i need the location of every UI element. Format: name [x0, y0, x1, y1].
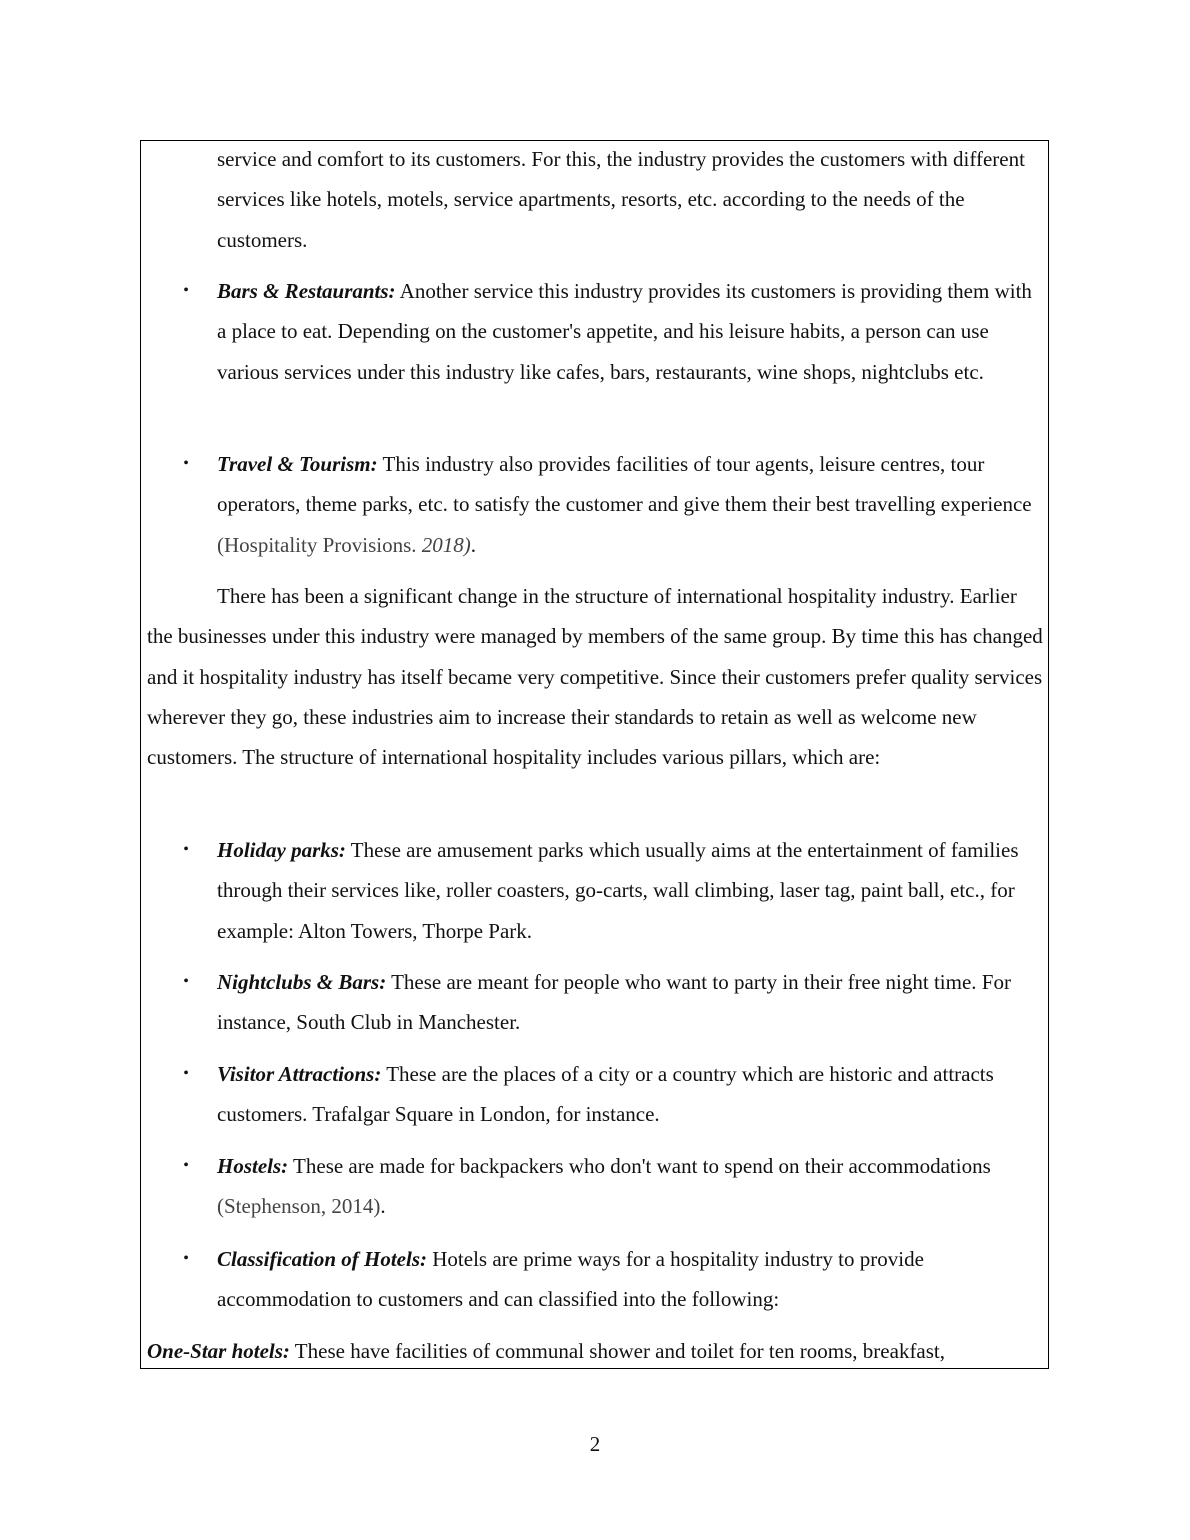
- item-text-end: .: [470, 532, 477, 557]
- item-heading: Travel & Tourism:: [217, 452, 378, 476]
- item-heading: Classification of Hotels:: [217, 1247, 427, 1271]
- item-heading: Visitor Attractions:: [217, 1062, 382, 1086]
- list-item-visitor-attractions: [183, 1054, 1043, 1135]
- list-item-hostels: [183, 1146, 1043, 1227]
- text-frame: [140, 140, 1049, 1369]
- list-item-bars-restaurants: [183, 271, 1043, 392]
- body-paragraph: There has been a significant change in the structure of international hospitality industry. Earlier the businesses under this industry were managed by members of the same group. By time this has changed and it hospitality industry has itself became very competitive. Since their customers prefer quality services wherever they go, these industries aim to increase their standards to retain as well as welcome new customers. The structure of international hospitality includes various pillars, which are:: [147, 584, 1043, 770]
- item-heading: Hostels:: [217, 1154, 289, 1178]
- list-item-nightclubs-bars: [183, 962, 1043, 1043]
- item-text: This industry also provides facilities of tour agents, leisure centres, tour operators, theme parks, etc. to satisfy the customer and give them their best travelling experience: [217, 452, 1032, 517]
- item-text: These are amusement parks which usually aims at the entertainment of families through their services like, roller coasters, go-carts, wall climbing, laser tag, paint ball, etc., for example: Alton Towers, Thorpe Park.: [217, 838, 1019, 943]
- bullet-icon: •: [183, 1065, 189, 1082]
- item-text: Hotels are prime ways for a hospitality industry to provide accommodation to customers and can classified into the following:: [217, 1247, 924, 1312]
- item-text-end: .: [380, 1194, 386, 1219]
- item-text: These are the places of a city or a country which are historic and attracts customers. Trafalgar Square in London, for instance.: [217, 1062, 994, 1127]
- bullet-icon: •: [183, 1250, 189, 1267]
- bullet-icon: •: [183, 1157, 189, 1174]
- page-number: 2: [589, 1432, 601, 1456]
- bullet-icon: •: [183, 455, 189, 472]
- list-item-holiday-parks: [183, 830, 1043, 951]
- item-heading: Bars & Restaurants:: [217, 279, 396, 303]
- item-heading: Holiday parks:: [217, 838, 346, 862]
- item-text: These are meant for people who want to party in their free night time. For instance, South Club in Manchester.: [217, 970, 1011, 1035]
- item-text: These are made for backpackers who don't want to spend on their accommodations: [288, 1154, 991, 1178]
- one-star-hotels-line: [147, 1331, 1043, 1371]
- bullet-icon: •: [183, 282, 189, 299]
- bullet-icon: •: [183, 973, 189, 990]
- item-text: These have facilities of communal shower and toilet for ten rooms, breakfast,: [289, 1339, 946, 1363]
- citation-year: 2018): [421, 532, 471, 557]
- citation: (Stephenson, 2014): [217, 1194, 381, 1219]
- citation: (Hospitality Provisions.: [217, 532, 422, 557]
- item-heading: Nightclubs & Bars:: [217, 970, 387, 994]
- bullet-icon: •: [183, 841, 189, 858]
- list-item-classification-of-hotels: [183, 1239, 1043, 1320]
- item-heading: One-Star hotels:: [147, 1339, 290, 1363]
- continuation-paragraph: service and comfort to its customers. For this, the industry provides the customers with different services like hotels, motels, service apartments, resorts, etc. according to the needs of the customers.: [217, 147, 1025, 252]
- list-item-travel-tourism: [183, 444, 1043, 565]
- item-text: Another service this industry provides its customers is providing them with a place to eat. Depending on the customer's appetite, and his leisure habits, a person can use various services under this industry like cafes, bars, restaurants, wine shops, nightclubs etc.: [217, 279, 1032, 384]
